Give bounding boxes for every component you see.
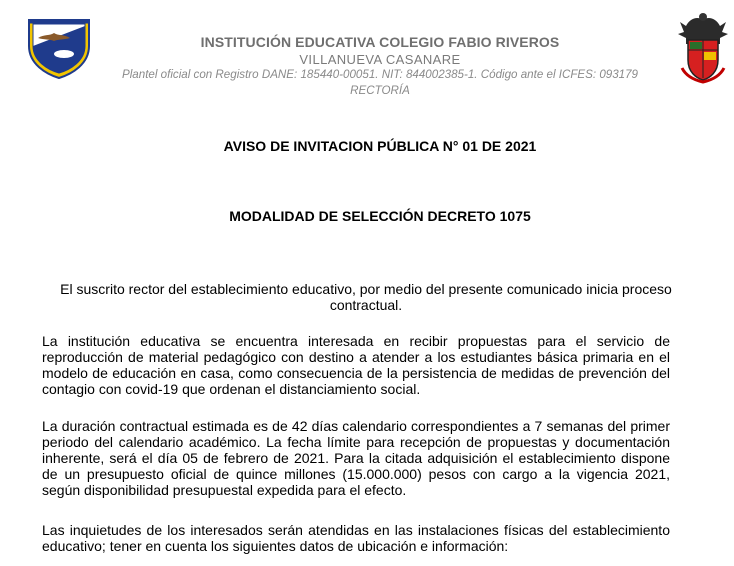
- coat-of-arms-logo-icon: [676, 10, 730, 84]
- intro-paragraph: El suscrito rector del establecimiento educativo, por medio del presente comunicado inicia proceso contractual.: [60, 281, 672, 313]
- institution-name: INSTITUCIÓN EDUCATIVA COLEGIO FABIO RIVEROS: [200, 34, 560, 50]
- school-shield-logo-icon: [24, 16, 94, 80]
- registration-line: Plantel oficial con Registro DANE: 185440-00051. NIT: 844002385-1. Código ante el ICFES: 093179: [121, 68, 639, 81]
- paragraph-purpose: La institución educativa se encuentra interesada en recibir propuestas para el servicio de reproducción de material pedagógico con destino a atender a los estudiantes básica primaria en el modelo de educación en casa, como consecuencia de la persistencia de medidas de prevención del contagio con covid-19 que ordenan el distanciamiento social.: [42, 333, 670, 397]
- institution-location: VILLANUEVA CASANARE: [299, 52, 461, 67]
- paragraph-duration-budget: La duración contractual estimada es de 42 días calendario correspondientes a 7 semanas del primer periodo del calendario académico. La fecha límite para recepción de propuestas y documentación inherente, será el día 05 de febrero de 2021. Para la citada adquisición el establecimiento dispone de un presupuesto oficial de quince millones (15.000.000) pesos con cargo a la vigencia 2021, según disponibilidad presupuestal expedida para el efecto.: [42, 418, 670, 498]
- notice-title: AVISO DE INVITACION PÚBLICA N° 01 DE 2021: [223, 138, 537, 154]
- modality-title: MODALIDAD DE SELECCIÓN DECRETO 1075: [229, 208, 531, 224]
- paragraph-inquiries: Las inquietudes de los interesados serán atendidas en las instalaciones físicas del establecimiento educativo; tener en cuenta los siguientes datos de ubicación e información:: [42, 522, 670, 554]
- office-label: RECTORÍA: [350, 84, 410, 97]
